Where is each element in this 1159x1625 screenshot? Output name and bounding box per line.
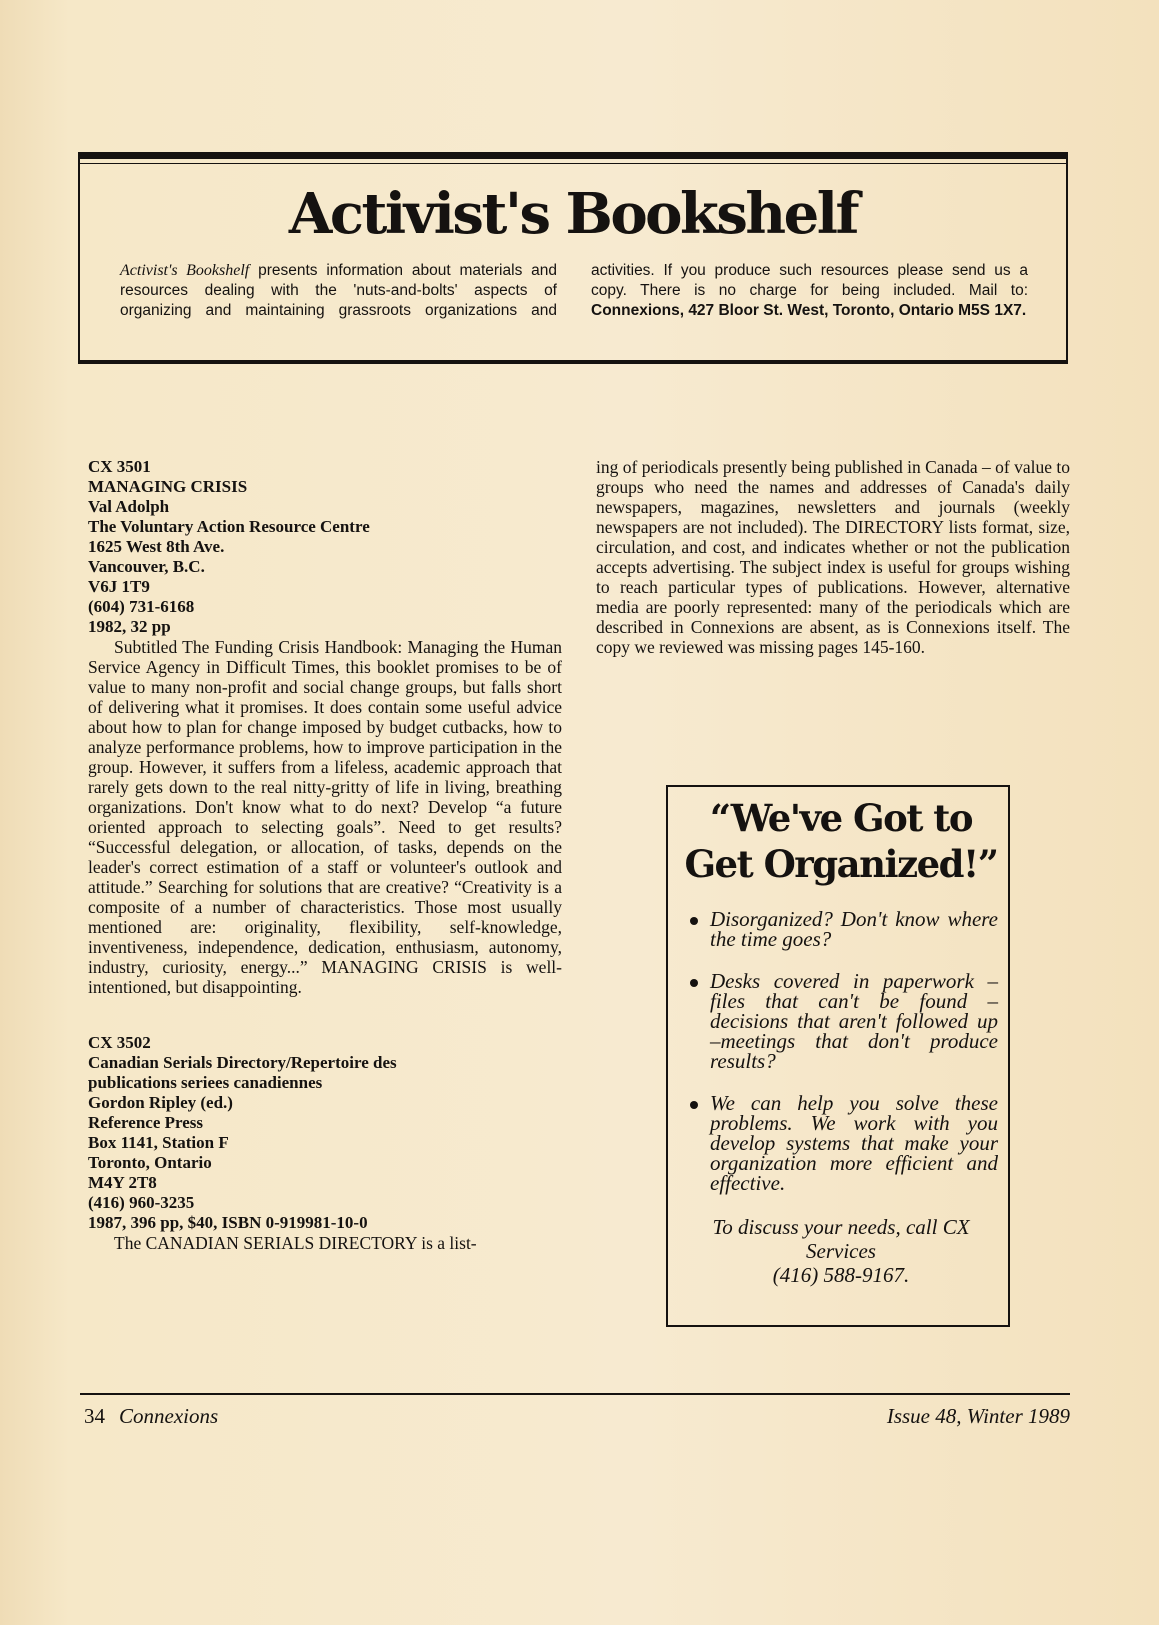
entry-title-line2: publications seriees canadiennes bbox=[88, 1073, 323, 1092]
mail-address: Connexions, 427 Bloor St. West, Toronto, Ontario M5S 1X7. bbox=[591, 302, 1027, 319]
ad-bullet-item: Desks covered in paperwork – files that can't be found – decisions that aren't followed up –meetings that don't produce results? bbox=[684, 971, 998, 1071]
entry-title-line1: Canadian Serials Directory/Repertoire des bbox=[88, 1053, 397, 1072]
entry-details: 1987, 396 pp, $40, ISBN 0-919981-10-0 bbox=[88, 1213, 368, 1232]
entry-title: MANAGING CRISIS bbox=[88, 477, 248, 496]
entry-review: Subtitled The Funding Crisis Handbook: Managing the Human Service Agency in Difficult Times, this booklet promises to be of value to many non-profit and social change groups, but falls short of delivering what it promises. It does contain some useful advice about how to plan for change imposed by budget cutbacks, how to analyze performance problems, how to improve participation in the group. However, it suffers from a lifeless, academic approach that rarely gets down to the real nitty-gritty of life in living, breathing organizations. Don't know what to do next? Develop “a future oriented approach to selecting goals”. Need to get results? “Successful delegation, or allocation, of tasks, depends on the leader's correct estimation of a staff or volunteer's outlook and attitude.” Searching for solutions that are creative? “Creativity is a composite of a number of characteristics. Those most usually mentioned are: originality, flexibility, self-knowledge, inventiveness, independence, dedication, enthusiasm, autonomy, industry, curiosity, energy...” MANAGING CRISIS is well-intentioned, but disappointing. bbox=[88, 637, 562, 997]
entry-cx3501-header bbox=[88, 457, 562, 637]
entry-phone: (604) 731-6168 bbox=[88, 597, 195, 616]
right-column bbox=[596, 457, 1070, 657]
ad-bullet-item: We can help you solve these problems. We work with you develop systems that make your organization more efficient and effective. bbox=[684, 1093, 998, 1193]
entry-street: 1625 West 8th Ave. bbox=[88, 537, 225, 556]
intro-body: presents information about materials and resources dealing with the 'nuts-and-bolts' aspects of organizing and maintaining grassroots organizations and activities. If you produce such resources please send us a copy. There is no charge for being included. Mail to: bbox=[120, 262, 1028, 319]
ad-call-text: To discuss your needs, call CX Services bbox=[712, 1215, 970, 1263]
intro-text bbox=[120, 261, 1028, 321]
entry-review-continued: ing of periodicals presently being published in Canada – of value to groups who need the names and addresses of Canada's daily newspapers, magazines, newsletters and journals (weekly newspapers are not included). The DIRECTORY lists format, size, circulation, and cost, and indicates whether or not the publication accepts advertising. The subject index is useful for groups wishing to reach particular types of publications. However, alternative media are poorly represented: many of the periodicals which are described in Connexions are absent, as is Connexions itself. The copy we reviewed was missing pages 145-160. bbox=[596, 457, 1070, 657]
entry-publisher: Reference Press bbox=[88, 1113, 204, 1132]
footer-divider bbox=[80, 1393, 1070, 1395]
entry-details: 1982, 32 pp bbox=[88, 617, 171, 636]
magazine-name: Connexions bbox=[119, 1404, 219, 1428]
entry-postal: V6J 1T9 bbox=[88, 577, 150, 596]
ad-bullet-item: Disorganized? Don't know where the time goes? bbox=[684, 909, 998, 949]
entry-code: CX 3501 bbox=[88, 457, 151, 476]
entry-author: Gordon Ripley (ed.) bbox=[88, 1093, 233, 1112]
entry-city: Toronto, Ontario bbox=[88, 1153, 212, 1172]
ad-bullet-list bbox=[684, 909, 998, 1193]
footer-left bbox=[84, 1403, 218, 1429]
issue-label: Issue 48, Winter 1989 bbox=[886, 1404, 1070, 1428]
entry-postal: M4Y 2T8 bbox=[88, 1173, 157, 1192]
ad-call-to-action bbox=[684, 1215, 998, 1287]
entry-city: Vancouver, B.C. bbox=[88, 557, 205, 576]
header-box bbox=[78, 152, 1068, 364]
entry-publisher: The Voluntary Action Resource Centre bbox=[88, 517, 370, 536]
ad-phone: (416) 588-9167. bbox=[772, 1263, 910, 1287]
entry-cx3502-header bbox=[88, 1033, 562, 1233]
entry-code: CX 3502 bbox=[88, 1033, 151, 1052]
advertisement-box bbox=[666, 785, 1010, 1327]
entry-phone: (416) 960-3235 bbox=[88, 1193, 195, 1212]
left-column bbox=[88, 457, 562, 1253]
entry-review-start: The CANADIAN SERIALS DIRECTORY is a list- bbox=[114, 1233, 477, 1253]
page-title: Activist's Bookshelf bbox=[288, 181, 858, 247]
entry-author: Val Adolph bbox=[88, 497, 170, 516]
page-number: 34 bbox=[84, 1404, 105, 1428]
intro-italic: Activist's Bookshelf bbox=[120, 262, 250, 279]
ad-title: “We've Got to Get Organized!” bbox=[684, 796, 998, 886]
entry-box: Box 1141, Station F bbox=[88, 1133, 229, 1152]
